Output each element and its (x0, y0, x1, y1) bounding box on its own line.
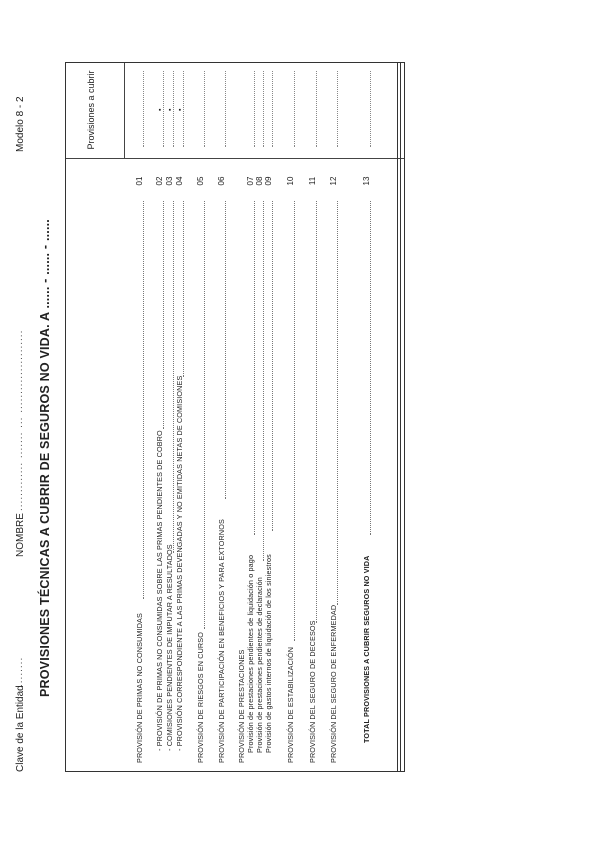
name-label: NOMBRE (15, 513, 26, 557)
row-label: TOTAL PROVISIONES A CUBRIR SEGUROS NO VIDA (362, 555, 371, 743)
row-code: 06 (217, 176, 226, 186)
row-code: 10 (286, 176, 295, 186)
dotted-leader (143, 201, 144, 599)
row-code: 13 (362, 176, 371, 186)
value-cell[interactable] (272, 71, 273, 147)
name-dots: ............. ....... ... ...................... (14, 329, 25, 511)
row-code: 05 (196, 176, 205, 186)
table-bottom-double-rule (397, 63, 401, 771)
value-cell[interactable] (225, 71, 226, 147)
dotted-leader (370, 201, 371, 535)
row-label: - COMISIONES PENDIENTES DE IMPUTAR A RESULTADOS (165, 544, 174, 751)
row-label: Provisión de prestaciones pendientes de liquidación o pago (246, 554, 255, 753)
table-row (135, 61, 149, 771)
row-code: 07 (246, 176, 255, 186)
row-label: PROVISIÓN DE PRIMAS NO CONSUMIDAS (135, 613, 144, 763)
row-label: PROVISIÓN DEL SEGURO DE DECESOS (308, 620, 317, 763)
table-row (217, 61, 231, 771)
tick-mark: ▪ (157, 108, 164, 111)
row-code: 03 (165, 176, 174, 186)
model-label: Modelo 8 - 2 (15, 96, 26, 152)
value-cell[interactable] (337, 71, 338, 147)
row-label: - PROVISIÓN CORRESPONDIENTE A LAS PRIMAS DEVENGADAS Y NO EMITIDAS NETAS DE COMISIONES (175, 375, 184, 751)
form-title: PROVISIONES TÉCNICAS A CUBRIR DE SEGUROS NO VIDA. A ...... - ...... - ...... (38, 219, 52, 697)
dotted-leader (173, 201, 174, 553)
row-label: PROVISIÓN DEL SEGURO DE ENFERMEDAD (329, 604, 338, 763)
row-code: 02 (155, 176, 164, 186)
table-row (329, 61, 343, 771)
dotted-leader (163, 201, 164, 429)
row-code: 01 (135, 176, 144, 186)
column-header: Provisiones a cubrir (86, 70, 96, 150)
column-header-divider (124, 63, 125, 159)
value-cell[interactable] (294, 71, 295, 147)
row-label: Provisión de gastos internos de liquidación de los siniestros (264, 554, 273, 753)
table-row (286, 61, 300, 771)
row-label: Provisión de prestaciones pendientes de declaración (255, 577, 264, 753)
tick-mark: ▪ (177, 108, 184, 111)
dotted-leader (225, 201, 226, 499)
dotted-leader (204, 201, 205, 629)
row-code: 09 (264, 176, 273, 186)
table-row (196, 61, 210, 771)
row-code: 04 (175, 176, 184, 186)
dotted-leader (272, 201, 273, 531)
provisions-table (65, 62, 405, 772)
row-code: 12 (329, 176, 338, 186)
dotted-leader (294, 201, 295, 641)
row-label: PROVISIÓN DE RIESGOS EN CURSO (196, 632, 205, 763)
table-row (308, 61, 322, 771)
table-row (175, 61, 189, 771)
value-cell[interactable] (143, 71, 144, 147)
table-row (362, 61, 376, 771)
dotted-leader (316, 201, 317, 623)
row-code: 08 (255, 176, 264, 186)
row-label: PROVISIÓN DE PARTICIPACIÓN EN BENEFICIOS Y PARA EXTORNOS (217, 519, 226, 763)
value-cell[interactable] (316, 71, 317, 147)
section-heading-prestaciones: PROVISIÓN DE PRESTACIONES (237, 649, 246, 763)
entity-key-dots: ........ (14, 656, 25, 687)
row-code: 11 (308, 176, 317, 186)
column-divider (66, 158, 404, 159)
table-row (264, 61, 278, 771)
value-cell[interactable] (204, 71, 205, 147)
value-cell[interactable] (370, 71, 371, 147)
dotted-leader (183, 201, 184, 377)
dotted-leader (337, 201, 338, 605)
row-label: - PROVISIÓN DE PRIMAS NO CONSUMIDAS SOBRE LAS PRIMAS PENDIENTES DE COBRO (155, 430, 164, 751)
row-label: PROVISIÓN DE ESTABILIZACIÓN (286, 646, 295, 763)
entity-key-label: Clave de la Entidad (15, 685, 26, 772)
tick-mark: ▪ (167, 108, 174, 111)
